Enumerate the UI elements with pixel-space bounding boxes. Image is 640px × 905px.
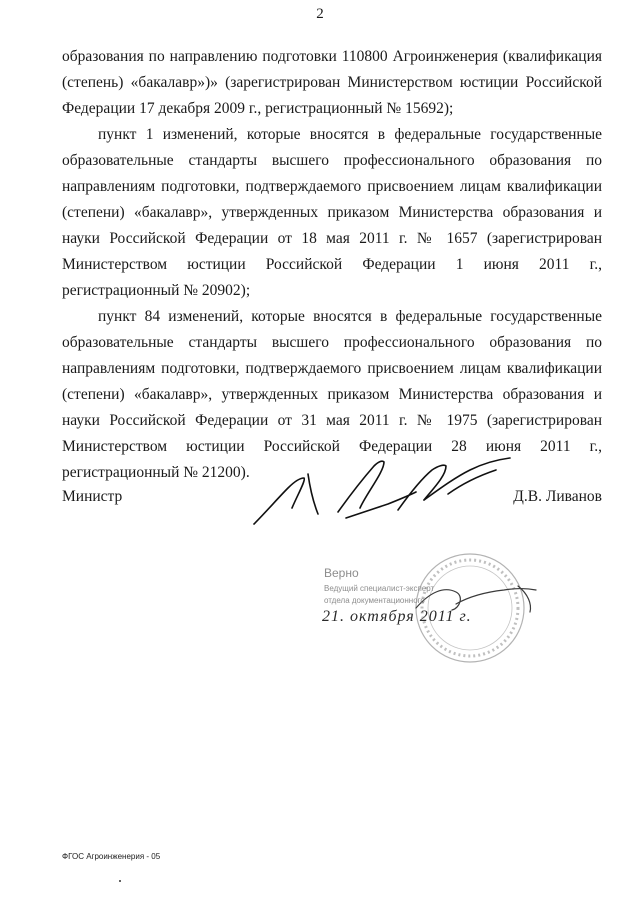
minister-name: Д.В. Ливанов bbox=[513, 488, 602, 505]
stamp-date: 21. октября 2011 г. bbox=[322, 608, 472, 625]
document-footer: ФГОС Агроинженерия - 05 bbox=[62, 852, 161, 861]
paragraph-2: пункт 1 изменений, которые вносятся в федеральные государственные образовательные стандарты высшего профессионального образования по направлениям подготовки, подтверждаемого присвоением лицам квалификации (степени) «бакалавр», утвержденных приказом Министерства образования и науки Российской Федерации от 18 мая 2011 г. № 1657 (зарегистрирован Министерством юстиции Российской Федерации 1 июня 2011 г., регистрационный № 20902); bbox=[62, 126, 602, 299]
stamp-position-line1: Ведущий специалист-эксперт bbox=[324, 584, 435, 593]
paragraph-3: пункт 84 изменений, которые вносятся в федеральные государственные образовательные стандарты высшего профессионального образования по направлениям подготовки, подтверждаемого присвоением лицам квалификации (степени) «бакалавр», утвержденных приказом Министерства образования и науки Российской Федерации от 31 мая 2011 г. № 1975 (зарегистрирован Министерством юстиции Российской Федерации 28 июня 2011 г., регистрационный № 21200). bbox=[62, 308, 602, 481]
page-number: 2 bbox=[316, 6, 324, 22]
document-body bbox=[62, 44, 602, 486]
certification-stamp bbox=[320, 552, 560, 672]
scan-speck bbox=[119, 880, 121, 882]
paragraph-1: образования по направлению подготовки 110800 Агроинженерия (квалификация (степень) «бакалавр»)» (зарегистрирован Министерством юстиции Российской Федерации 17 декабря 2009 г., регистрационный № 15692); bbox=[62, 48, 602, 117]
handwritten-signature bbox=[248, 448, 520, 532]
stamp-position-line2: отдела документационного bbox=[324, 596, 425, 605]
minister-title: Министр bbox=[62, 488, 123, 505]
stamp-verno: Верно bbox=[324, 566, 359, 580]
